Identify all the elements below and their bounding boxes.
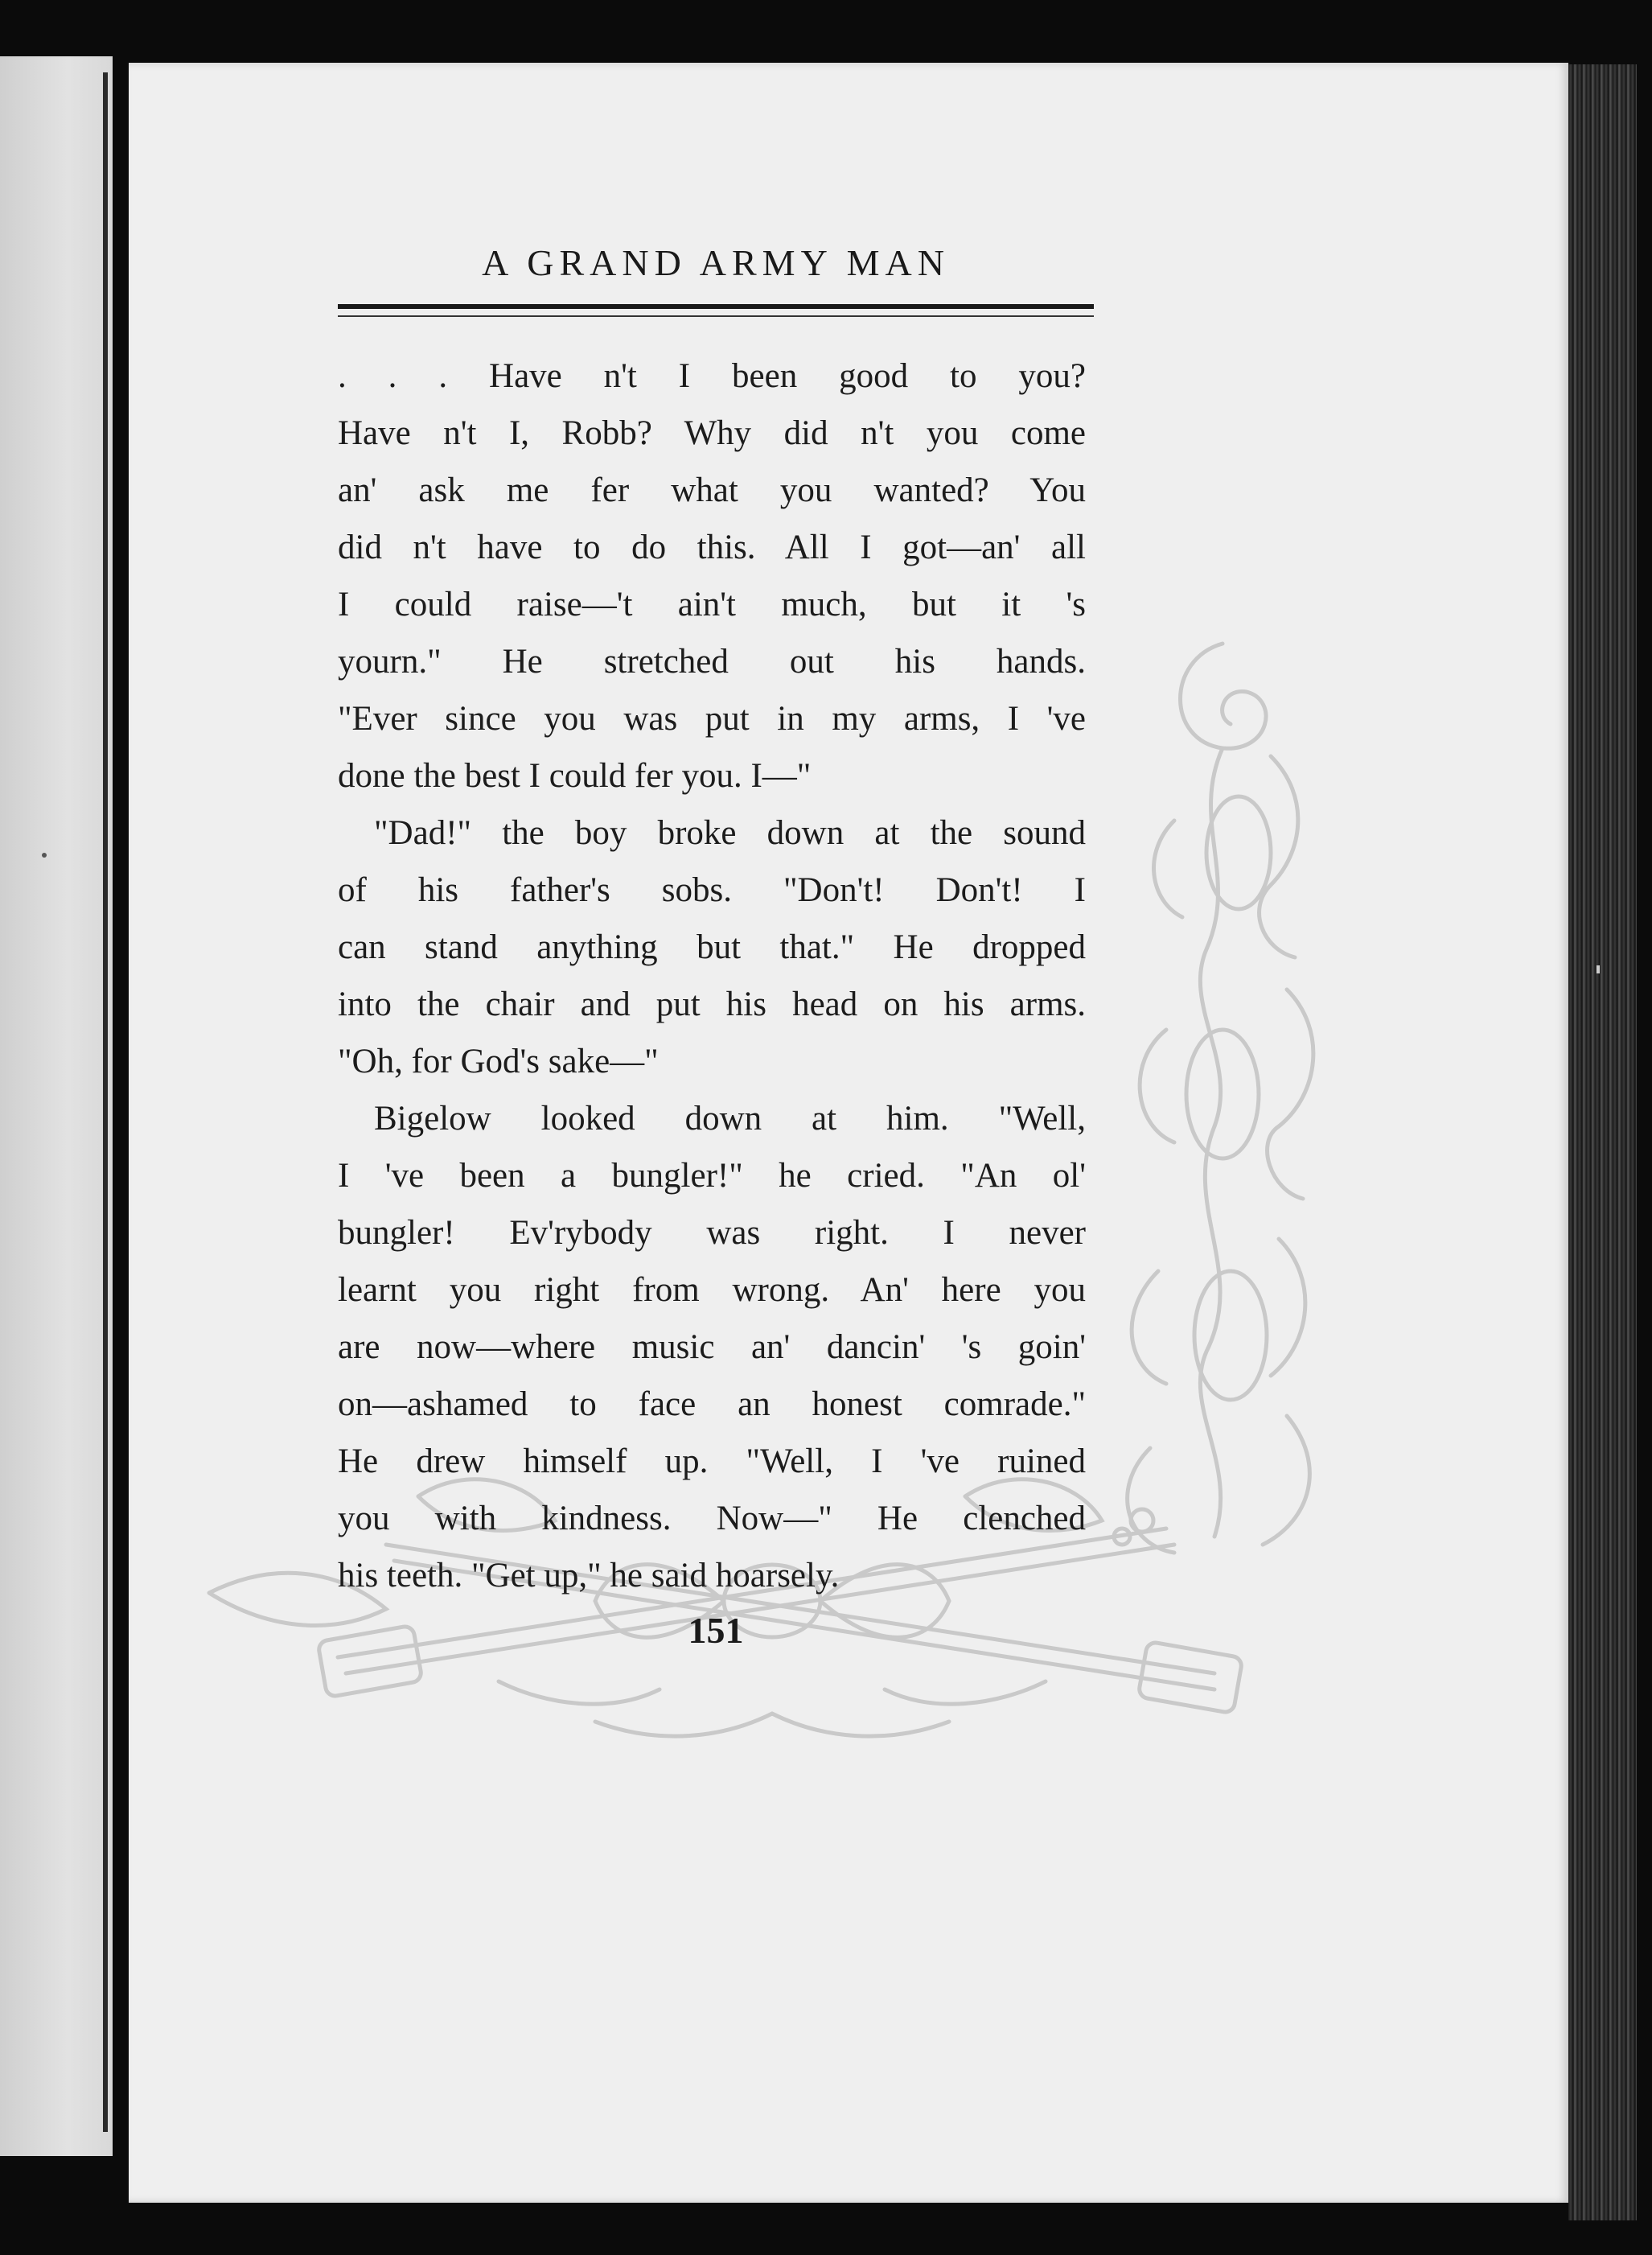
text-line: He drew himself up. "Well, I 've ruined: [338, 1442, 1086, 1480]
page-stack-edge: [1568, 64, 1637, 2220]
text-line: can stand anything but that." He dropped: [338, 928, 1086, 966]
scan-speck: [42, 853, 47, 858]
running-header: A GRAND ARMY MAN: [482, 242, 950, 283]
text-line: an' ask me fer what you wanted? You: [338, 471, 1086, 509]
left-page-edge: [0, 56, 113, 2156]
scan-mark: [1597, 965, 1600, 973]
text-line: . . . Have n't I been good to you?: [338, 357, 1086, 395]
text-line: his teeth. "Get up," he said hoarsely.: [338, 1557, 840, 1595]
text-line: Bigelow looked down at him. "Well,: [374, 1100, 1086, 1138]
body-text: [338, 348, 1086, 1604]
header-rule: [338, 304, 1094, 309]
text-line: I could raise—'t ain't much, but it 's: [338, 586, 1086, 623]
text-line: on—ashamed to face an honest comrade.": [338, 1385, 1086, 1423]
text-line: did n't have to do this. All I got—an' all: [338, 529, 1086, 566]
text-line: "Oh, for God's sake—": [338, 1043, 659, 1080]
text-line: learnt you right from wrong. An' here you: [338, 1271, 1086, 1309]
text-line: "Dad!" the boy broke down at the sound: [374, 814, 1086, 852]
text-line: I 've been a bungler!" he cried. "An ol': [338, 1157, 1086, 1195]
text-line: "Ever since you was put in my arms, I 've: [338, 700, 1086, 738]
text-line: Have n't I, Robb? Why did n't you come: [338, 414, 1086, 452]
text-line: are now—where music an' dancin' 's goin': [338, 1328, 1086, 1366]
text-line: bungler! Ev'rybody was right. I never: [338, 1214, 1086, 1252]
text-line: yourn." He stretched out his hands.: [338, 643, 1086, 681]
gutter-line: [103, 72, 108, 2132]
text-line: done the best I could fer you. I—": [338, 757, 812, 795]
header-rule-thin: [338, 315, 1094, 317]
page-number: 151: [688, 1610, 744, 1651]
text-line: into the chair and put his head on his arms.: [338, 986, 1086, 1023]
text-line: of his father's sobs. "Don't! Don't! I: [338, 871, 1086, 909]
text-line: you with kindness. Now—" He clenched: [338, 1500, 1086, 1537]
